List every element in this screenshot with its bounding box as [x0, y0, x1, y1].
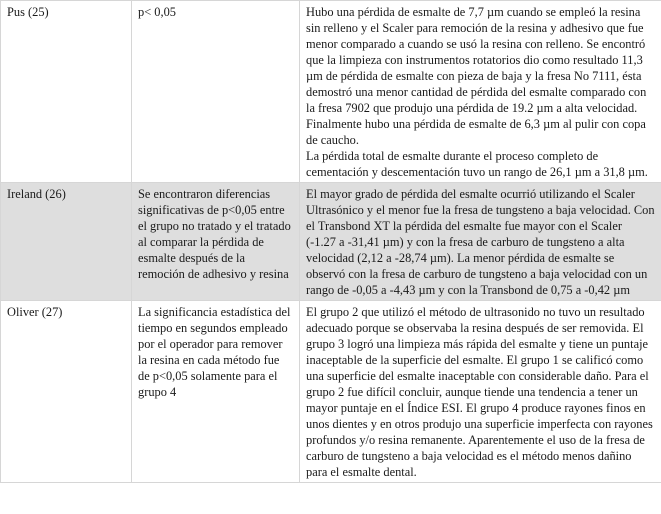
- table-row-ireland: [1, 183, 661, 301]
- findings-paragraph: Hubo una pérdida de esmalte de 7,7 µm cuando se empleó la resina sin relleno y el Scaler para remoción de la resina y adhesivo que fue menor comparado a cuando se usó la resina con relleno. Se encontró que la limpieza con instrumentos rotatorios dio como resultado 11,3 µm de pérdida de esmalte con pieza de baja y la fresa No 7111, ésta demostró una menor cantidad de pérdida del esmalte comparado con la fresa 7902 que produjo una pérdida de 19.2 µm a alta velocidad. Finalmente hubo una pérdida de esmalte de 6,3 µm al pulir con copa de caucho.: [306, 5, 647, 147]
- reference-cell: Oliver (27): [1, 301, 132, 483]
- findings-cell: [300, 183, 661, 301]
- table-row-pus: [1, 1, 661, 183]
- significance-cell: La significancia estadística del tiempo en segundos empleado por el operador para remover la resina en cada método fue de p<0,05 solamente para el grupo 4: [132, 301, 300, 483]
- reference-cell: Ireland (26): [1, 183, 132, 301]
- findings-paragraph: La pérdida total de esmalte durante el proceso completo de cementación y descementación tuvo un rango de 26,1 µm a 31,8 µm.: [306, 149, 648, 179]
- reference-cell: Pus (25): [1, 1, 132, 183]
- findings-cell: [300, 1, 661, 183]
- findings-paragraph: El grupo 2 que utilizó el método de ultrasonido no tuvo un resultado adecuado porque se observaba la resina después de ser removida. El grupo 3 logró una limpieza más rápida del esmalte y tiene un puntaje inaceptable de la superficie del esmalte. El grupo 1 se calificó como una superficie del esmalte inaceptable con considerable daño. Para el grupo 2 fue difícil concluir, aunque tiende una tendencia a tener un mayor puntaje en el Índice ESI. El grupo 4 produce rayones finos en unos dientes y en otros produjo una superficie imperfecta con rayones profundos y/o resina remanente. Aparentemente el uso de la fresa de carburo de tungsteno a baja velocidad es el método menos dañino para el esmalte dental.: [306, 305, 653, 479]
- significance-cell: p< 0,05: [132, 1, 300, 183]
- findings-paragraph: El mayor grado de pérdida del esmalte ocurrió utilizando el Scaler Ultrasónico y el menor fue la fresa de tungsteno a baja velocidad. Con el Transbond XT la pérdida del esmalte fue mayor con el Scaler (-1.27 a -31,41 µm) y con la fresa de carburo de tungsteno a alta velocidad (2,12 a -28,74 µm). La menor pérdida de esmalte se observó con la fresa de carburo de tungsteno a baja velocidad con un rango de -0,05 a -4,43 µm y con la Transbond de 0,75 a -0,42 µm: [306, 187, 655, 297]
- significance-cell: Se encontraron diferencias significativas de p<0,05 entre el grupo no tratado y el tratado al comparar la pérdida de esmalte después de la remoción de adhesivo y resina: [132, 183, 300, 301]
- table-row-oliver: [1, 301, 661, 483]
- findings-cell: [300, 301, 661, 483]
